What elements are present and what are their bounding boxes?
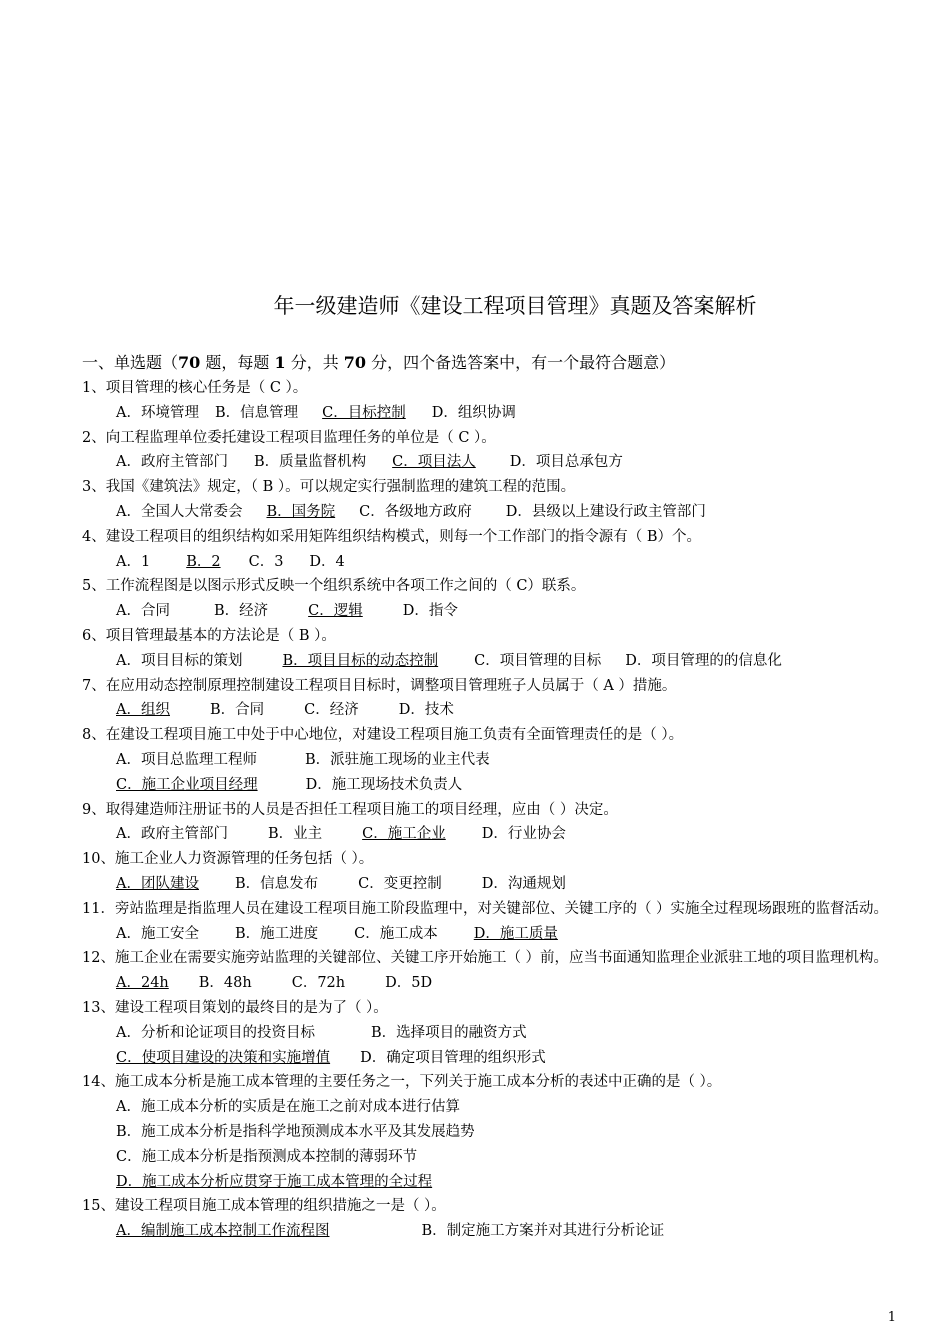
option: B．派驻施工现场的业主代表: [304, 751, 490, 768]
option: D．4: [309, 553, 345, 570]
answer-option: C．项目法人: [392, 454, 476, 471]
option: B．施工进度: [234, 925, 319, 942]
option: C．项目管理的目标: [474, 652, 602, 669]
answer-option: B．项目目标的动态控制: [282, 652, 439, 669]
answer-option: D．施工成本分析应贯穿于施工成本管理的全过程: [116, 1173, 433, 1190]
question-2: 2、向工程监理单位委托建设工程项目监理任务的单位是（ C ）。: [82, 429, 496, 446]
question-10: 10、施工企业人力资源管理的任务包括（ ）。: [82, 851, 374, 868]
answer-option: C．施工企业项目经理: [116, 776, 258, 793]
question-3: 3、我国《建筑法》规定，（ B ）。可以规定实行强制监理的建筑工程的范围。: [82, 479, 576, 496]
option: B．质量监督机构: [253, 454, 367, 471]
option: C．各级地方政府: [359, 503, 472, 520]
option: C．72h: [291, 975, 346, 992]
answer-option: A．24h: [116, 975, 169, 992]
option: A．分析和论证项目的投资目标: [116, 1024, 315, 1041]
question-7-options: [82, 698, 902, 723]
option: D．组织协调: [431, 404, 516, 421]
option: D．项目管理的的信息化: [625, 652, 782, 669]
question-7: 7、在应用动态控制原理控制建设工程项目目标时，调整项目管理班子人员属于（ A ）措施。: [82, 677, 677, 694]
option: D．技术: [398, 702, 454, 719]
question-12: 12、施工企业在需要实施旁站监理的关键部位、关键工序开始施工（ ）前，应当书面通知监理企业派驻工地的项目监理机构。: [82, 950, 889, 967]
question-4-options: [82, 550, 902, 575]
question-6: 6、项目管理最基本的方法论是（ B ）。: [82, 627, 336, 644]
option: A．合同: [116, 603, 170, 620]
option: A．施工成本分析的实质是在施工之前对成本进行估算: [116, 1099, 460, 1116]
option: A．项目总监理工程师: [116, 751, 257, 768]
question-12-options: [82, 971, 902, 996]
question-11: 11．旁站监理是指监理人员在建设工程项目施工阶段监理中，对关键部位、关键工序的（ ）实施全过程现场跟班的监督活动。: [82, 900, 889, 917]
page-number: 1: [887, 1310, 896, 1325]
option: A．施工安全: [116, 925, 199, 942]
option: B．合同: [209, 702, 265, 719]
question-8-options-row2: [82, 773, 902, 798]
option: C．施工成本分析是指预测成本控制的薄弱环节: [116, 1148, 418, 1165]
question-1: 1、项目管理的核心任务是（ C ）。: [82, 380, 308, 396]
option: B．经济: [213, 603, 269, 620]
answer-option-row: [82, 1170, 902, 1195]
option: D．县级以上建设行政主管部门: [505, 503, 706, 520]
question-10-options: [82, 872, 902, 897]
option: D．项目总承包方: [509, 454, 623, 471]
option: B．制定施工方案并对其进行分析论证: [421, 1223, 665, 1240]
answer-option: C．施工企业: [362, 826, 446, 843]
option: A．全国人大常委会: [116, 503, 243, 520]
answer-option: C．目标控制: [322, 404, 406, 421]
option: A．环境管理: [116, 404, 199, 421]
option: D．指令: [402, 603, 458, 620]
answer-option: A．编制施工成本控制工作流程图: [116, 1223, 330, 1240]
question-15: 15、建设工程项目施工成本管理的组织措施之一是（ ）。: [82, 1198, 446, 1215]
question-13-options-row1: [82, 1021, 902, 1046]
option: B．信息管理: [214, 404, 299, 421]
question-6-options: [82, 649, 902, 674]
answer-option: D．施工质量: [473, 925, 558, 942]
question-9: 9、取得建造师注册证书的人员是否担任工程项目施工的项目经理，应由（ ）决定。: [82, 801, 618, 818]
question-13-options-row2: [82, 1046, 902, 1071]
answer-option: B．2: [186, 553, 221, 570]
question-4: 4、建设工程项目的组织结构如采用矩阵组织结构模式，则每一个工作部门的指令源有（ B）个。: [82, 528, 701, 545]
option: D．5D: [385, 975, 433, 992]
question-2-options: [82, 450, 902, 475]
question-8-options-row1: [82, 748, 902, 773]
option: B．业主: [267, 826, 323, 843]
answer-option: A．团队建设: [116, 875, 199, 892]
question-5-options: [82, 599, 902, 624]
answer-option: C．使项目建设的决策和实施增值: [116, 1049, 331, 1066]
document-title: 年一级建造师《建设工程项目管理》真题及答案解析: [273, 294, 757, 318]
option: D．确定项目管理的组织形式: [360, 1049, 546, 1066]
option: A．政府主管部门: [116, 826, 228, 843]
option: A．项目目标的策划: [116, 652, 243, 669]
question-14: 14、施工成本分析是施工成本管理的主要任务之一，下列关于施工成本分析的表述中正确的是（ ）。: [82, 1074, 722, 1091]
option: A．政府主管部门: [116, 454, 228, 471]
question-15-options: [82, 1219, 902, 1244]
answer-option: C．逻辑: [308, 603, 363, 620]
question-11-options: [82, 922, 902, 947]
option: B．信息发布: [234, 875, 319, 892]
option: A．1: [116, 553, 151, 570]
answer-option: A．组织: [116, 702, 170, 719]
option: C．经济: [304, 702, 359, 719]
option: D．行业协会: [481, 826, 566, 843]
option: C．3: [248, 553, 284, 570]
question-9-options: [82, 822, 902, 847]
option: B．48h: [198, 975, 252, 992]
option: B．施工成本分析是指科学地预测成本水平及其发展趋势: [116, 1123, 475, 1140]
question-5: 5、工作流程图是以图示形式反映一个组织系统中各项工作之间的（ C）联系。: [82, 578, 586, 595]
option: B．选择项目的融资方式: [370, 1024, 527, 1041]
answer-option: B．国务院: [266, 503, 336, 520]
option: D．沟通规划: [481, 875, 566, 892]
section-heading: 一、单选题（70 题，每题 1 分，共 70 分，四个备选答案中，有一个最符合题意）: [82, 353, 676, 372]
option: C．变更控制: [358, 875, 442, 892]
question-8: 8、在建设工程项目施工中处于中心地位，对建设工程项目施工负责有全面管理责任的是（ ）。: [82, 727, 684, 744]
question-3-options: [82, 500, 902, 525]
option: C．施工成本: [354, 925, 438, 942]
question-1-options: [82, 401, 902, 426]
option: D．施工现场技术负责人: [305, 776, 463, 793]
document-body: [82, 350, 902, 1244]
question-13: 13、建设工程项目策划的最终目的是为了（ ）。: [82, 999, 388, 1016]
